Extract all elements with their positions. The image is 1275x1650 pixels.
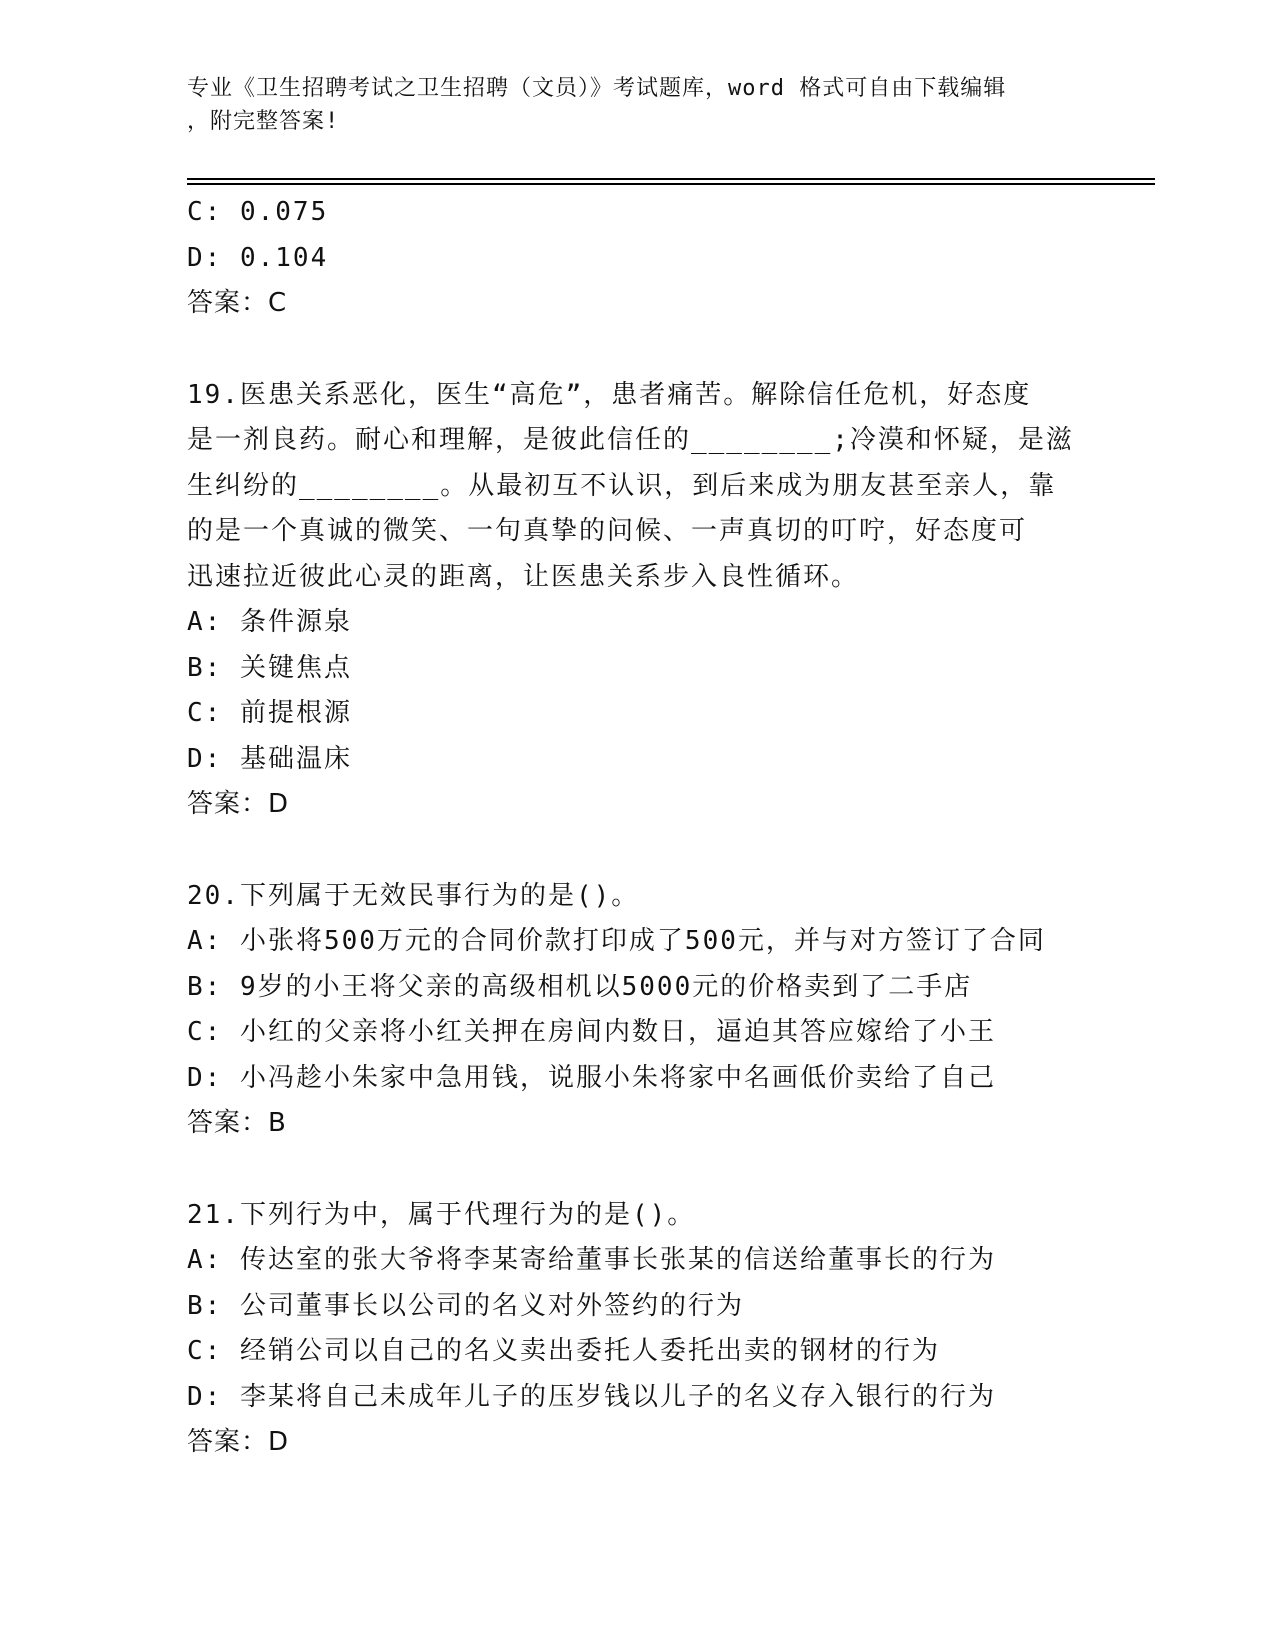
- header-rule-top: [187, 178, 1155, 180]
- document-header: [187, 72, 1087, 138]
- option-a: A: 条件源泉: [187, 607, 352, 637]
- answer: 答案：D: [187, 1427, 290, 1457]
- option-b: B: 关键焦点: [187, 652, 352, 683]
- document-body: [187, 190, 1087, 1466]
- question-stem-line: 迅速拉近彼此心灵的距离，让医患关系步入良性循环。: [187, 561, 860, 592]
- option-c: C: 0.075: [187, 197, 329, 227]
- option-a: A: 小张将500万元的合同价款打印成了500元，并与对方签订了合同: [187, 926, 1046, 956]
- question-stem-line: 的是一个真诚的微笑、一句真挚的问候、一声真切的叮咛，好态度可: [187, 516, 1028, 546]
- option-b: B: 公司董事长以公司的名义对外签约的行为: [187, 1290, 744, 1321]
- option-d: D: 李某将自己未成年儿子的压岁钱以儿子的名义存入银行的行为: [187, 1381, 996, 1412]
- question-stem-line: 21.下列行为中，属于代理行为的是()。: [187, 1199, 696, 1230]
- question-18-tail: [187, 190, 1087, 327]
- answer: 答案：C: [187, 288, 288, 318]
- option-b: B: 9岁的小王将父亲的高级相机以5000元的价格卖到了二手店: [187, 971, 973, 1002]
- question-21: [187, 1193, 1087, 1466]
- question-19: [187, 373, 1087, 828]
- option-d: D: 基础温床: [187, 743, 352, 774]
- header-line-1: 专业《卫生招聘考试之卫生招聘（文员）》考试题库，word 格式可自由下载编辑: [187, 76, 1007, 101]
- question-stem-line: 20.下列属于无效民事行为的是()。: [187, 880, 640, 911]
- question-stem-line: 生纠纷的________。从最初互不认识，到后来成为朋友甚至亲人，靠: [187, 470, 1057, 501]
- question-stem-line: 19.医患关系恶化，医生“高危”，患者痛苦。解除信任危机，好态度: [187, 379, 1032, 410]
- option-c: C: 小红的父亲将小红关押在房间内数日，逼迫其答应嫁给了小王: [187, 1017, 996, 1047]
- header-rule-bottom: [187, 183, 1155, 185]
- answer: 答案：B: [187, 1108, 287, 1138]
- question-20: [187, 874, 1087, 1147]
- answer: 答案：D: [187, 789, 290, 819]
- option-c: C: 前提根源: [187, 698, 352, 728]
- option-a: A: 传达室的张大爷将李某寄给董事长张某的信送给董事长的行为: [187, 1245, 996, 1275]
- question-stem-line: 是一剂良药。耐心和理解，是彼此信任的________;冷漠和怀疑，是滋: [187, 425, 1074, 455]
- header-line-2: ，附完整答案!: [187, 109, 340, 134]
- option-c: C: 经销公司以自己的名义卖出委托人委托出卖的钢材的行为: [187, 1336, 940, 1366]
- option-d: D: 0.104: [187, 242, 329, 273]
- option-d: D: 小冯趁小朱家中急用钱，说服小朱将家中名画低价卖给了自己: [187, 1062, 996, 1093]
